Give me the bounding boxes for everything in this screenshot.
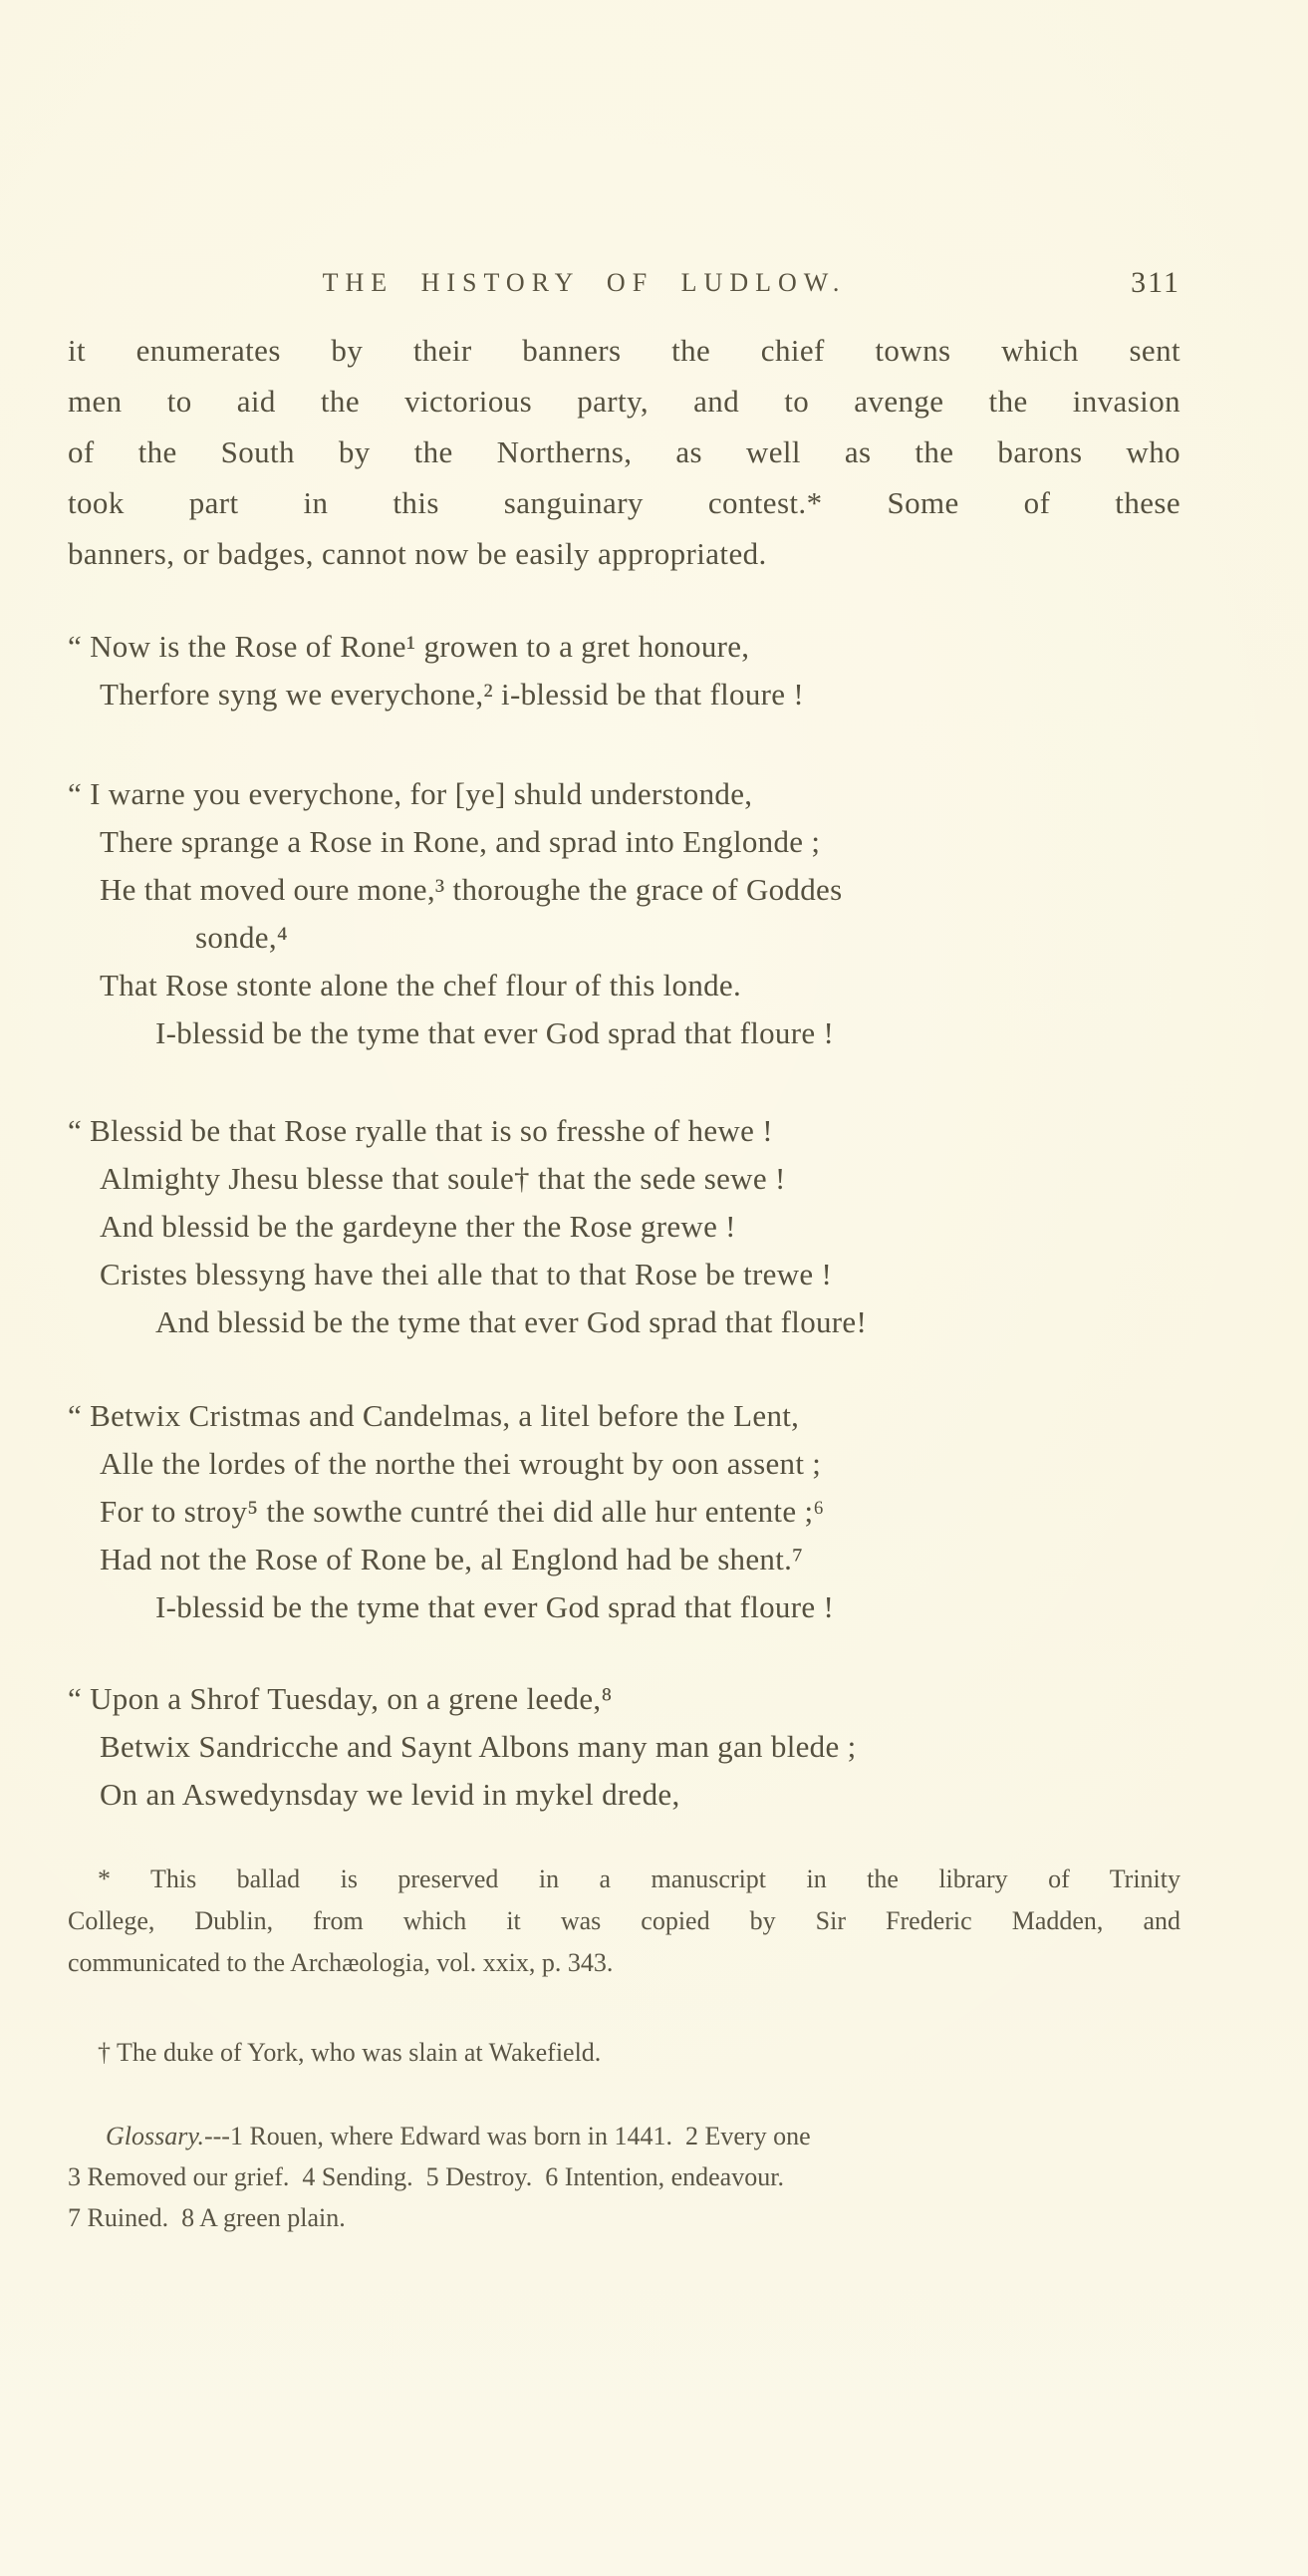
page-title: THE HISTORY OF LUDLOW. xyxy=(322,268,847,297)
intro-line: of the South by the Northerns, as well as the barons who xyxy=(68,434,1180,469)
poem-stanza-1 xyxy=(68,623,1180,718)
poem-line: “ I warne you everychone, for [ye] shuld understonde, xyxy=(68,776,753,811)
ballad-poem xyxy=(68,623,1180,1819)
poem-stanza-4 xyxy=(68,1392,1180,1631)
poem-refrain-line: I-blessid be the tyme that ever God sprad that floure ! xyxy=(155,1015,835,1050)
poem-refrain-line: And blessid be the tyme that ever God sprad that floure! xyxy=(155,1304,868,1339)
footnote-line: * This ballad is preserved in a manuscript in the library of Trinity xyxy=(98,1864,1180,1893)
poem-line: “ Blessid be that Rose ryalle that is so fresshe of hewe ! xyxy=(68,1113,773,1148)
footnote-line: communicated to the Archæologia, vol. xxix, p. 343. xyxy=(68,1948,614,1977)
glossary-entries: ---1 Rouen, where Edward was born in 1441. 2 Every one xyxy=(203,2122,811,2150)
poem-line: There sprange a Rose in Rone, and sprad into Englonde ; xyxy=(100,824,821,859)
poem-line: Cristes blessyng have thei alle that to that Rose be trewe ! xyxy=(100,1257,833,1291)
poem-stanza-3 xyxy=(68,1107,1180,1346)
poem-stanza-2 xyxy=(68,770,1180,1057)
poem-line: For to stroy⁵ the sowthe cuntré thei did alle hur entente ;⁶ xyxy=(100,1494,825,1529)
poem-line: Alle the lordes of the northe thei wrought by oon assent ; xyxy=(100,1446,822,1481)
glossary-label: Glossary. xyxy=(106,2122,204,2150)
poem-line: Therfore syng we everychone,² i-blessid be that floure ! xyxy=(100,677,804,712)
poem-line: That Rose stonte alone the chef flour of this londe. xyxy=(100,968,742,1002)
glossary xyxy=(68,2116,1180,2238)
intro-paragraph xyxy=(68,325,1180,579)
poem-line: Betwix Sandricche and Saynt Albons many man gan blede ; xyxy=(100,1729,857,1764)
glossary-line xyxy=(68,2116,1180,2156)
poem-refrain-line: I-blessid be the tyme that ever God sprad that floure ! xyxy=(155,1589,835,1624)
footnote-asterisk xyxy=(68,1859,1180,1984)
intro-line: took part in this sanguinary contest.* Some of these xyxy=(68,485,1180,520)
footnote-line: † The duke of York, who was slain at Wakefield. xyxy=(98,2038,602,2067)
poem-line-continuation: sonde,⁴ xyxy=(195,920,288,955)
glossary-line: 7 Ruined. 8 A green plain. xyxy=(68,2203,346,2232)
poem-line: On an Aswedynsday we levid in mykel drede, xyxy=(100,1777,680,1812)
intro-line: men to aid the victorious party, and to avenge the invasion xyxy=(68,384,1180,419)
poem-line: “ Upon a Shrof Tuesday, on a grene leede,⁸ xyxy=(68,1681,613,1716)
poem-line: Almighty Jhesu blesse that soule† that the sede sewe ! xyxy=(100,1161,786,1196)
intro-line: it enumerates by their banners the chief towns which sent xyxy=(68,333,1180,368)
poem-line: And blessid be the gardeyne ther the Rose grewe ! xyxy=(100,1209,736,1244)
page-number: 311 xyxy=(1131,266,1180,299)
footnote-line: College, Dublin, from which it was copied by Sir Frederic Madden, and xyxy=(68,1906,1180,1935)
glossary-line: 3 Removed our grief. 4 Sending. 5 Destroy. 6 Intention, endeavour. xyxy=(68,2162,784,2191)
poem-stanza-5 xyxy=(68,1675,1180,1819)
poem-line: Had not the Rose of Rone be, al Englond had be shent.⁷ xyxy=(100,1542,804,1576)
footnote-dagger xyxy=(68,2032,1180,2074)
poem-line: He that moved oure mone,³ thoroughe the grace of Goddes xyxy=(100,872,843,907)
poem-line: “ Betwix Cristmas and Candelmas, a litel before the Lent, xyxy=(68,1398,800,1433)
running-header xyxy=(68,265,1180,301)
intro-line: banners, or badges, cannot now be easily appropriated. xyxy=(68,536,767,571)
poem-line: “ Now is the Rose of Rone¹ growen to a gret honoure, xyxy=(68,629,750,664)
